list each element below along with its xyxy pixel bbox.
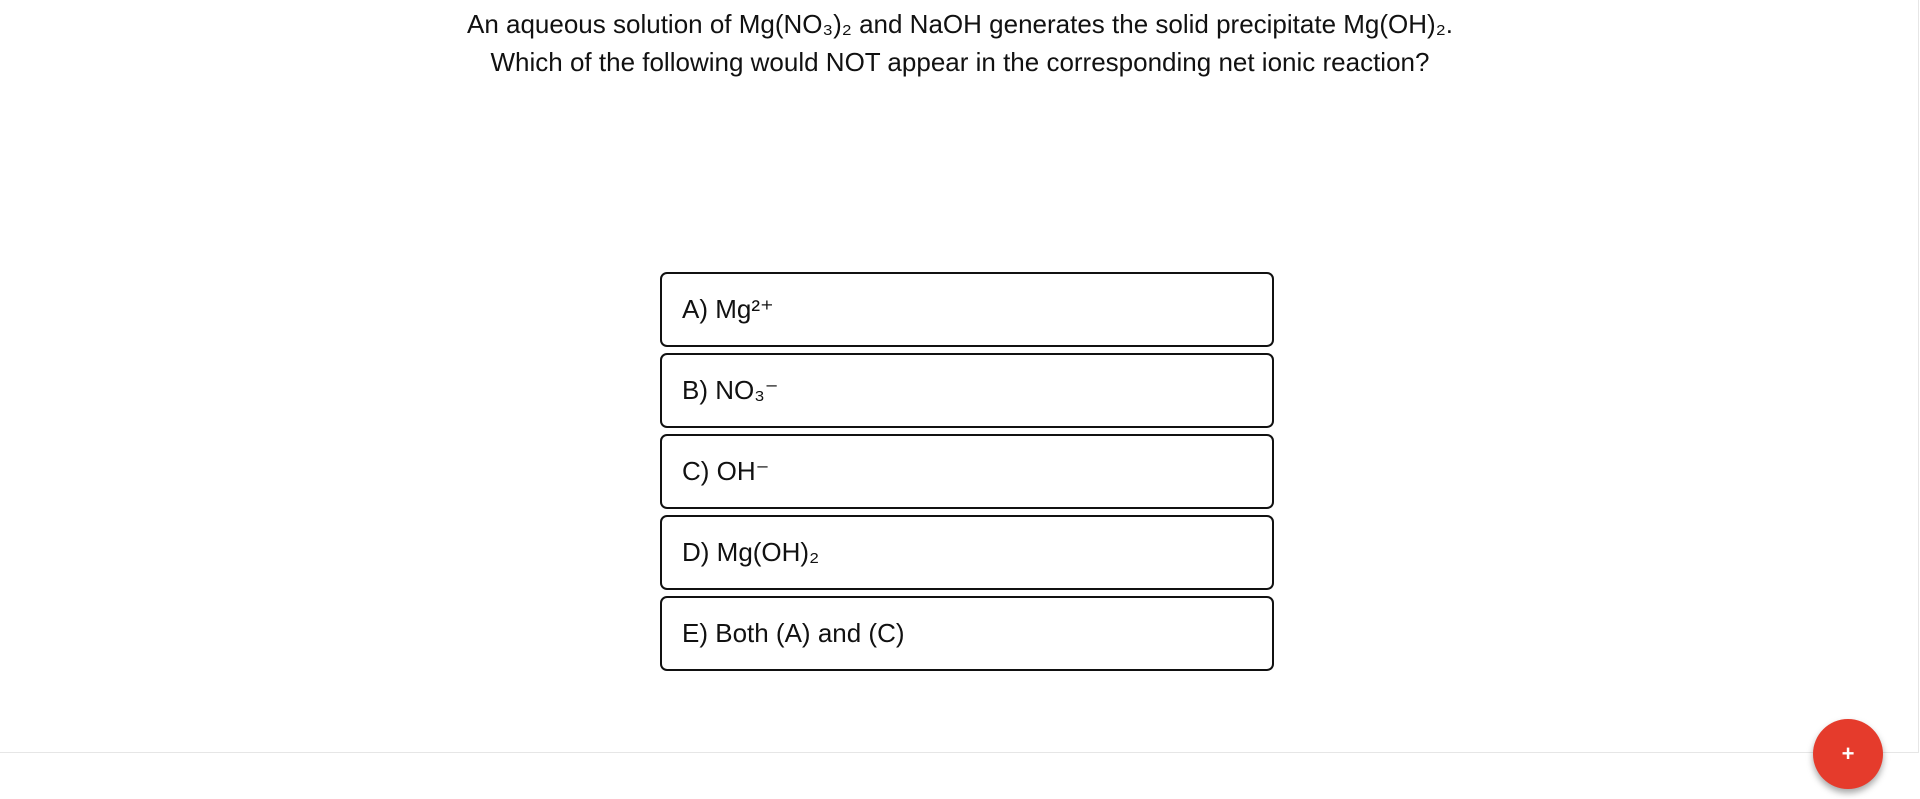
option-c-label: C) OH⁻ [682, 456, 770, 486]
option-b-label: B) NO₃⁻ [682, 375, 779, 405]
option-e-label: E) Both (A) and (C) [682, 618, 905, 648]
option-a-label: A) Mg²⁺ [682, 294, 774, 324]
option-b[interactable] [660, 353, 1274, 428]
option-e[interactable] [660, 596, 1274, 671]
question-text: An aqueous solution of Mg(NO₃)₂ and NaOH generates the solid precipitate Mg(OH)₂. Which of the following would NOT appear in the corresponding net ionic reaction? [466, 9, 1454, 77]
option-d[interactable] [660, 515, 1274, 590]
add-button[interactable] [1813, 719, 1883, 789]
option-c[interactable] [660, 434, 1274, 509]
plus-icon: + [1841, 741, 1855, 766]
answer-options [660, 272, 1274, 677]
option-a[interactable] [660, 272, 1274, 347]
option-d-label: D) Mg(OH)₂ [682, 537, 820, 567]
